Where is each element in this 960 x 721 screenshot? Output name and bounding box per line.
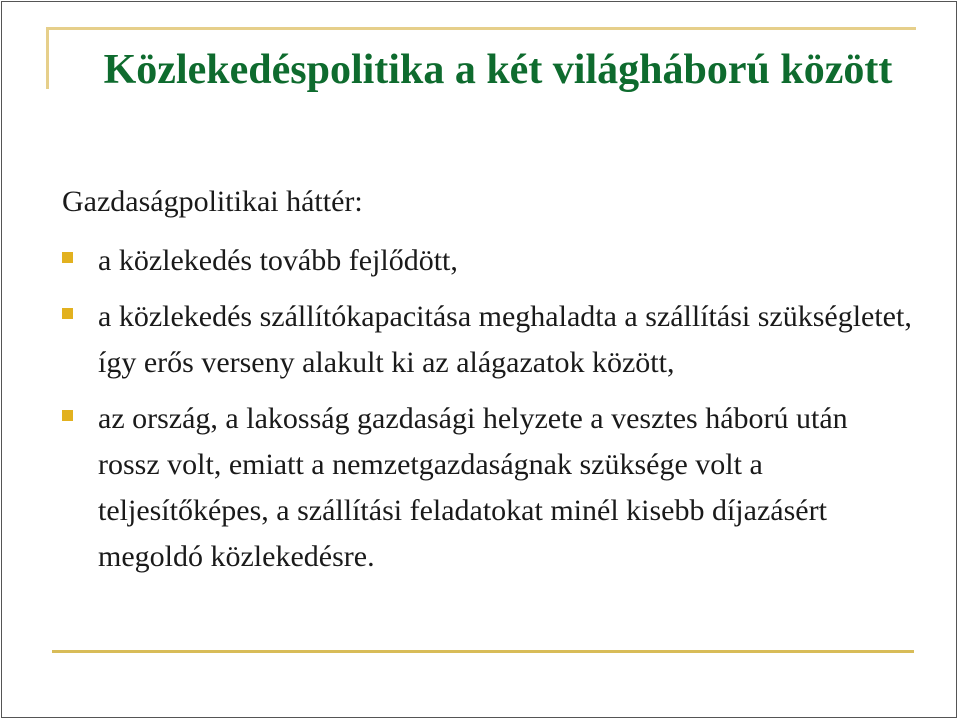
- bullet-item: [62, 294, 912, 386]
- top-decorative-rule: [46, 27, 916, 30]
- left-decorative-rule: [46, 27, 49, 89]
- square-bullet-icon: [62, 252, 73, 263]
- section-subtitle: Gazdaságpolitikai háttér:: [62, 185, 363, 218]
- bullet-text: a közlekedés szállítókapacitása meghaladta a szállítási szükségletet, így erős verseny alakult ki az alágazatok között,: [98, 300, 912, 379]
- square-bullet-icon: [62, 410, 73, 421]
- bullet-text: az ország, a lakosság gazdasági helyzete a vesztes háború után rossz volt, emiatt a nemzetgazdaságnak szüksége volt a teljesítőképes, a szállítási feladatokat minél kisebb díjazásért megoldó közlekedésre.: [98, 402, 848, 573]
- square-bullet-icon: [62, 308, 73, 319]
- bullet-list: [62, 238, 912, 590]
- bottom-decorative-rule: [52, 650, 914, 653]
- bullet-item: [62, 238, 912, 284]
- bullet-text: a közlekedés tovább fejlődött,: [98, 244, 458, 277]
- bullet-item: [62, 396, 912, 580]
- slide: [1, 1, 957, 718]
- slide-title: Közlekedéspolitika a két világháború között: [103, 47, 893, 93]
